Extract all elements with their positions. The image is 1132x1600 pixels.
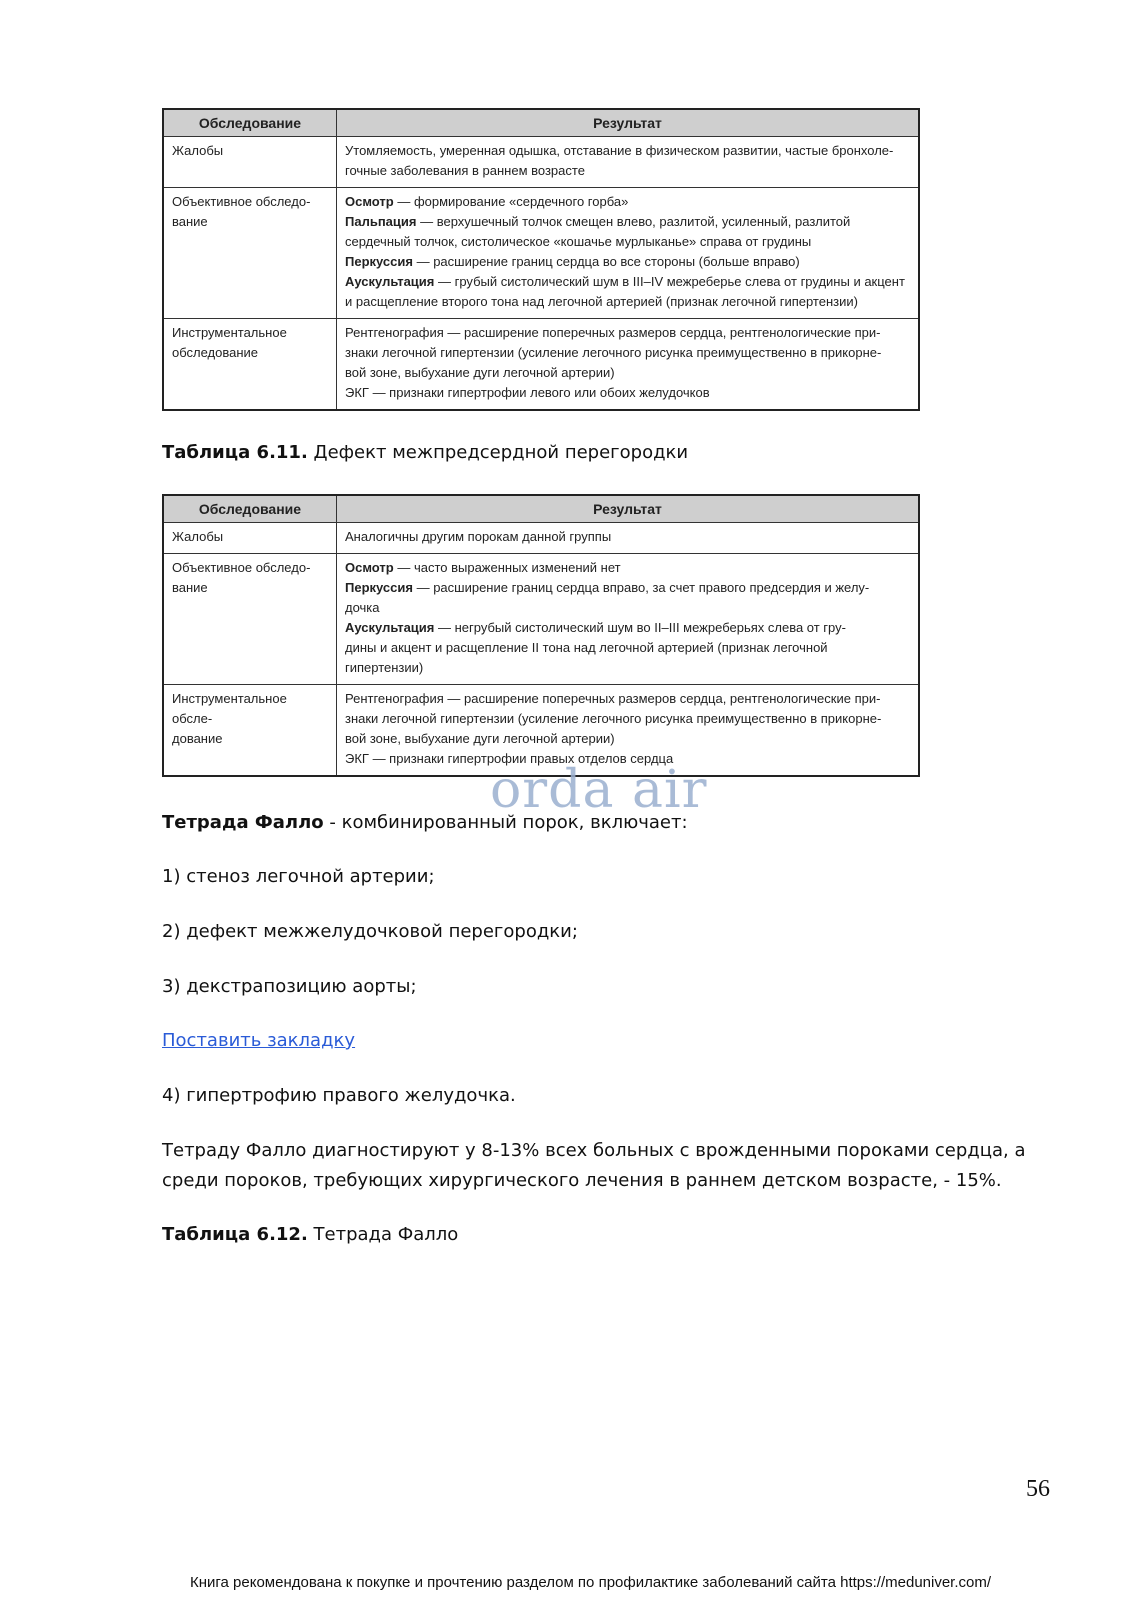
result-line	[345, 638, 910, 658]
result-line	[345, 363, 910, 383]
table-caption	[162, 1224, 458, 1245]
header-result: Результат	[337, 495, 920, 523]
result-line	[345, 658, 910, 678]
result-term: Осмотр	[345, 560, 394, 575]
list-item: 1) стеноз легочной артерии;	[162, 866, 435, 887]
result-line	[345, 729, 910, 749]
table-number: Таблица 6.12.	[162, 1224, 308, 1245]
watermark: orda air	[490, 760, 708, 820]
result-term: Осмотр	[345, 194, 394, 209]
row-result	[337, 523, 920, 554]
result-line	[345, 709, 910, 729]
table-row	[163, 554, 919, 685]
table-caption	[162, 442, 688, 463]
result-line	[345, 192, 910, 212]
row-label: Жалобы	[163, 137, 337, 188]
result-line	[345, 292, 910, 312]
result-line	[345, 343, 910, 363]
result-text: Рентгенография — расширение поперечных размеров сердца, рентгенологические при-	[345, 325, 881, 340]
result-line	[345, 272, 910, 292]
row-result	[337, 188, 920, 319]
row-result	[337, 137, 920, 188]
page-number: 56	[1026, 1476, 1050, 1502]
header-exam: Обследование	[163, 109, 337, 137]
result-term: Перкуссия	[345, 254, 413, 269]
table-row	[163, 523, 919, 554]
list-item: 2) дефект межжелудочковой перегородки;	[162, 921, 578, 942]
result-text: знаки легочной гипертензии (усиление легочного рисунка преимущественно в прикорне-	[345, 345, 882, 360]
header-result: Результат	[337, 109, 920, 137]
exam-table-1	[162, 108, 920, 411]
result-text: вой зоне, выбухание дуги легочной артерии)	[345, 731, 615, 746]
result-text: — негрубый систолический шум во II–III межреберьях слева от гру-	[434, 620, 846, 635]
row-result	[337, 554, 920, 685]
table-body	[163, 523, 919, 777]
result-line	[345, 578, 910, 598]
result-text: дины и акцент и расщепление II тона над легочной артерией (признак легочной	[345, 640, 828, 655]
result-text: и расщепление второго тона над легочной артерией (признак легочной гипертензии)	[345, 294, 858, 309]
result-line	[345, 212, 910, 232]
table-row	[163, 188, 919, 319]
row-label: Объективное обследо- вание	[163, 554, 337, 685]
result-line	[345, 232, 910, 252]
result-line	[345, 252, 910, 272]
table-title: Тетрада Фалло	[307, 1224, 459, 1245]
result-text: гипертензии)	[345, 660, 424, 675]
row-result	[337, 319, 920, 411]
result-text: — расширение границ сердца вправо, за счет правого предсердия и желу-	[412, 580, 870, 595]
result-line	[345, 689, 910, 709]
result-text: Рентгенография — расширение поперечных размеров сердца, рентгенологические при-	[345, 691, 881, 706]
result-text: Утомляемость, умеренная одышка, отставание в физическом развитии, частые бронхоле-	[345, 143, 894, 158]
result-text: — расширение границ сердца во все стороны (больше вправо)	[412, 254, 800, 269]
body-paragraph-line: Тетраду Фалло диагностируют у 8-13% всех больных с врожденными пороками сердца, а	[162, 1140, 1026, 1161]
result-line	[345, 558, 910, 578]
table-row	[163, 137, 919, 188]
list-item: 3) декстрапозицию аорты;	[162, 976, 417, 997]
result-text: — формирование «сердечного горба»	[393, 194, 629, 209]
footer-note: Книга рекомендована к покупке и прочтению разделом по профилактике заболеваний сайта https://meduniver.com/	[190, 1574, 992, 1591]
result-text: — верхушечный толчок смещен влево, разлитой, усиленный, разлитой	[416, 214, 851, 229]
result-line	[345, 383, 910, 403]
table-row	[163, 319, 919, 411]
result-text: сердечный толчок, систолическое «кошачье мурлыканье» справа от грудины	[345, 234, 812, 249]
result-line	[345, 598, 910, 618]
result-text: гочные заболевания в раннем возрасте	[345, 163, 585, 178]
result-line	[345, 618, 910, 638]
result-term: Перкуссия	[345, 580, 413, 595]
result-text: ЭКГ — признаки гипертрофии правых отделов сердца	[345, 751, 674, 766]
exam-table-2	[162, 494, 920, 777]
result-text: дочка	[345, 600, 380, 615]
result-line	[345, 141, 910, 161]
row-label: Объективное обследо- вание	[163, 188, 337, 319]
row-label: Инструментальное обследование	[163, 319, 337, 411]
list-item: 4) гипертрофию правого желудочка.	[162, 1085, 516, 1106]
header-exam: Обследование	[163, 495, 337, 523]
result-text: вой зоне, выбухание дуги легочной артерии)	[345, 365, 615, 380]
table-number: Таблица 6.11.	[162, 442, 308, 463]
intro-rest: - комбинированный порок, включает:	[323, 812, 688, 833]
result-line	[345, 161, 910, 181]
result-text: — грубый систолический шум в III–IV межреберье слева от грудины и акцент	[434, 274, 905, 289]
result-term: Аускультация	[345, 620, 435, 635]
bookmark-link[interactable]: Поставить закладку	[162, 1030, 356, 1051]
intro-text	[162, 812, 688, 833]
term-bold: Тетрада Фалло	[162, 812, 324, 833]
body-paragraph-line: среди пороков, требующих хирургического лечения в раннем детском возрасте, - 15%.	[162, 1170, 1002, 1191]
result-text: Аналогичны другим порокам данной группы	[345, 529, 612, 544]
result-term: Пальпация	[345, 214, 417, 229]
row-label: Жалобы	[163, 523, 337, 554]
result-term: Аускультация	[345, 274, 435, 289]
table-body	[163, 137, 919, 411]
result-text: ЭКГ — признаки гипертрофии левого или обоих желудочков	[345, 385, 710, 400]
result-text: знаки легочной гипертензии (усиление легочного рисунка преимущественно в прикорне-	[345, 711, 882, 726]
result-text: — часто выраженных изменений нет	[393, 560, 621, 575]
table-title: Дефект межпредсердной перегородки	[307, 442, 689, 463]
row-label: Инструментальное обсле- дование	[163, 685, 337, 777]
result-line	[345, 323, 910, 343]
result-line	[345, 527, 910, 547]
